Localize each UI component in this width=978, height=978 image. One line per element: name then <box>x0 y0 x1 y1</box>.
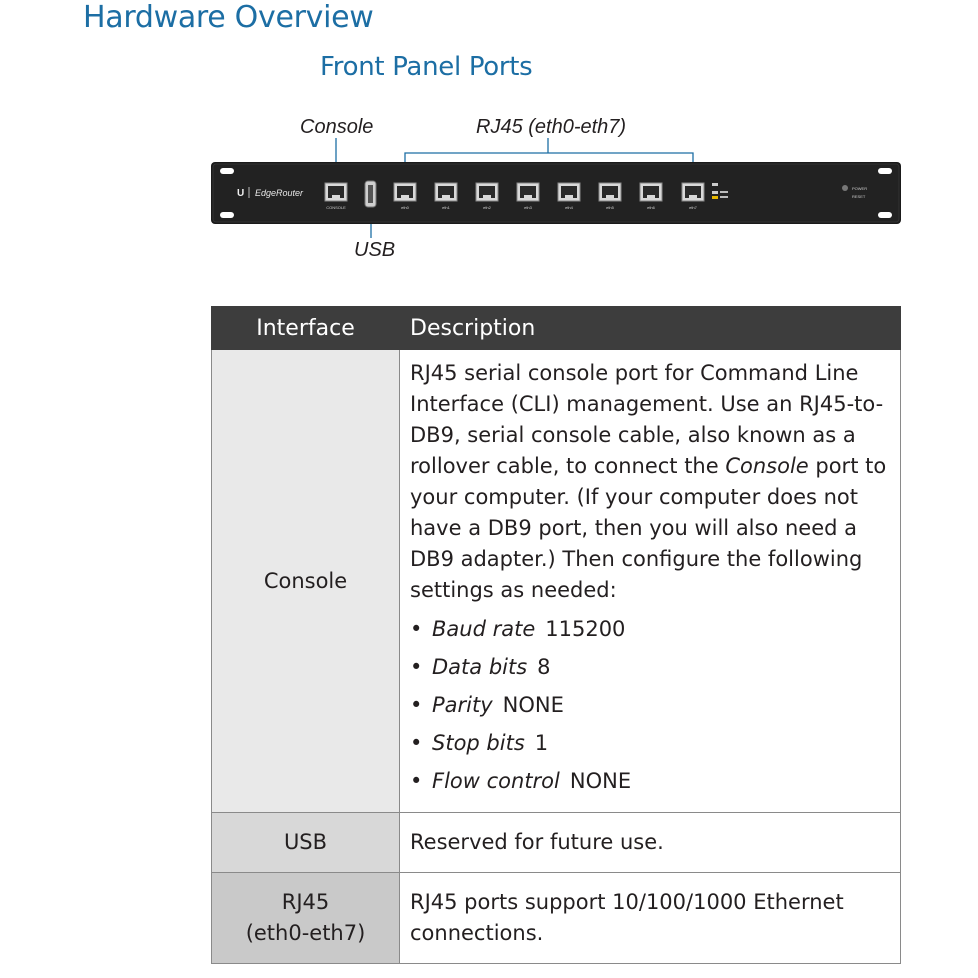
interface-console: Console <box>212 350 400 813</box>
list-item: • Parity NONE <box>410 693 564 717</box>
callout-usb: USB <box>354 239 396 261</box>
section-heading: Front Panel Ports <box>320 52 533 82</box>
power-label: POWER <box>852 186 868 191</box>
port-label: eth0 <box>401 205 409 210</box>
description-console <box>400 350 901 813</box>
usb-port <box>365 181 376 207</box>
interface-rj45-line2: (eth0-eth7) <box>245 921 366 945</box>
desc-part: RJ45 serial console port for Command Line Interface (CLI) management. Use an RJ45-to-DB9, serial console cable, also known as a rollover cable, to connect the <box>410 361 884 478</box>
ubiquiti-logo: U <box>237 188 245 199</box>
console-description-text <box>410 358 890 606</box>
console-port <box>325 183 347 210</box>
front-panel-diagram <box>0 0 978 300</box>
description-usb: Reserved for future use. <box>400 813 901 873</box>
desc-emphasis: Console <box>725 454 809 478</box>
port-label: eth3 <box>524 205 532 210</box>
list-item: • Stop bits 1 <box>410 731 549 755</box>
page-heading: Hardware Overview <box>83 0 374 35</box>
table-row <box>212 873 901 964</box>
interface-rj45 <box>212 873 400 964</box>
interface-rj45-line1: RJ45 <box>281 890 330 914</box>
callout-console: Console <box>300 116 374 138</box>
table-row <box>212 813 901 873</box>
port-label: CONSOLE <box>326 205 346 210</box>
list-item: • Baud rate 115200 <box>410 617 626 641</box>
list-item: • Data bits 8 <box>410 655 551 679</box>
port-label: eth2 <box>483 205 491 210</box>
port-label: eth1 <box>442 205 450 210</box>
callout-rj45: RJ45 (eth0-eth7) <box>476 116 627 138</box>
port-label: eth7 <box>689 205 697 210</box>
router-chassis <box>211 162 901 224</box>
description-rj45: RJ45 ports support 10/100/1000 Ethernet connections. <box>400 873 901 964</box>
desc-part: port to your computer. (If your computer does not have a DB9 port, then you will also need a DB9 adapter.) Then configure the following settings as needed: <box>410 454 887 602</box>
console-settings-list <box>410 614 890 797</box>
power-led <box>842 185 848 191</box>
port-label: eth5 <box>606 205 614 210</box>
port-label: eth4 <box>565 205 573 210</box>
list-item: • Flow control NONE <box>410 769 632 793</box>
interface-table <box>211 306 901 964</box>
header-interface: Interface <box>212 307 400 350</box>
table-header-row <box>212 307 901 350</box>
device-brand: EdgeRouter <box>255 188 304 198</box>
interface-usb: USB <box>212 813 400 873</box>
header-description: Description <box>400 307 901 350</box>
table-row <box>212 350 901 813</box>
port-label: eth6 <box>647 205 655 210</box>
reset-label: RESET <box>852 194 866 199</box>
